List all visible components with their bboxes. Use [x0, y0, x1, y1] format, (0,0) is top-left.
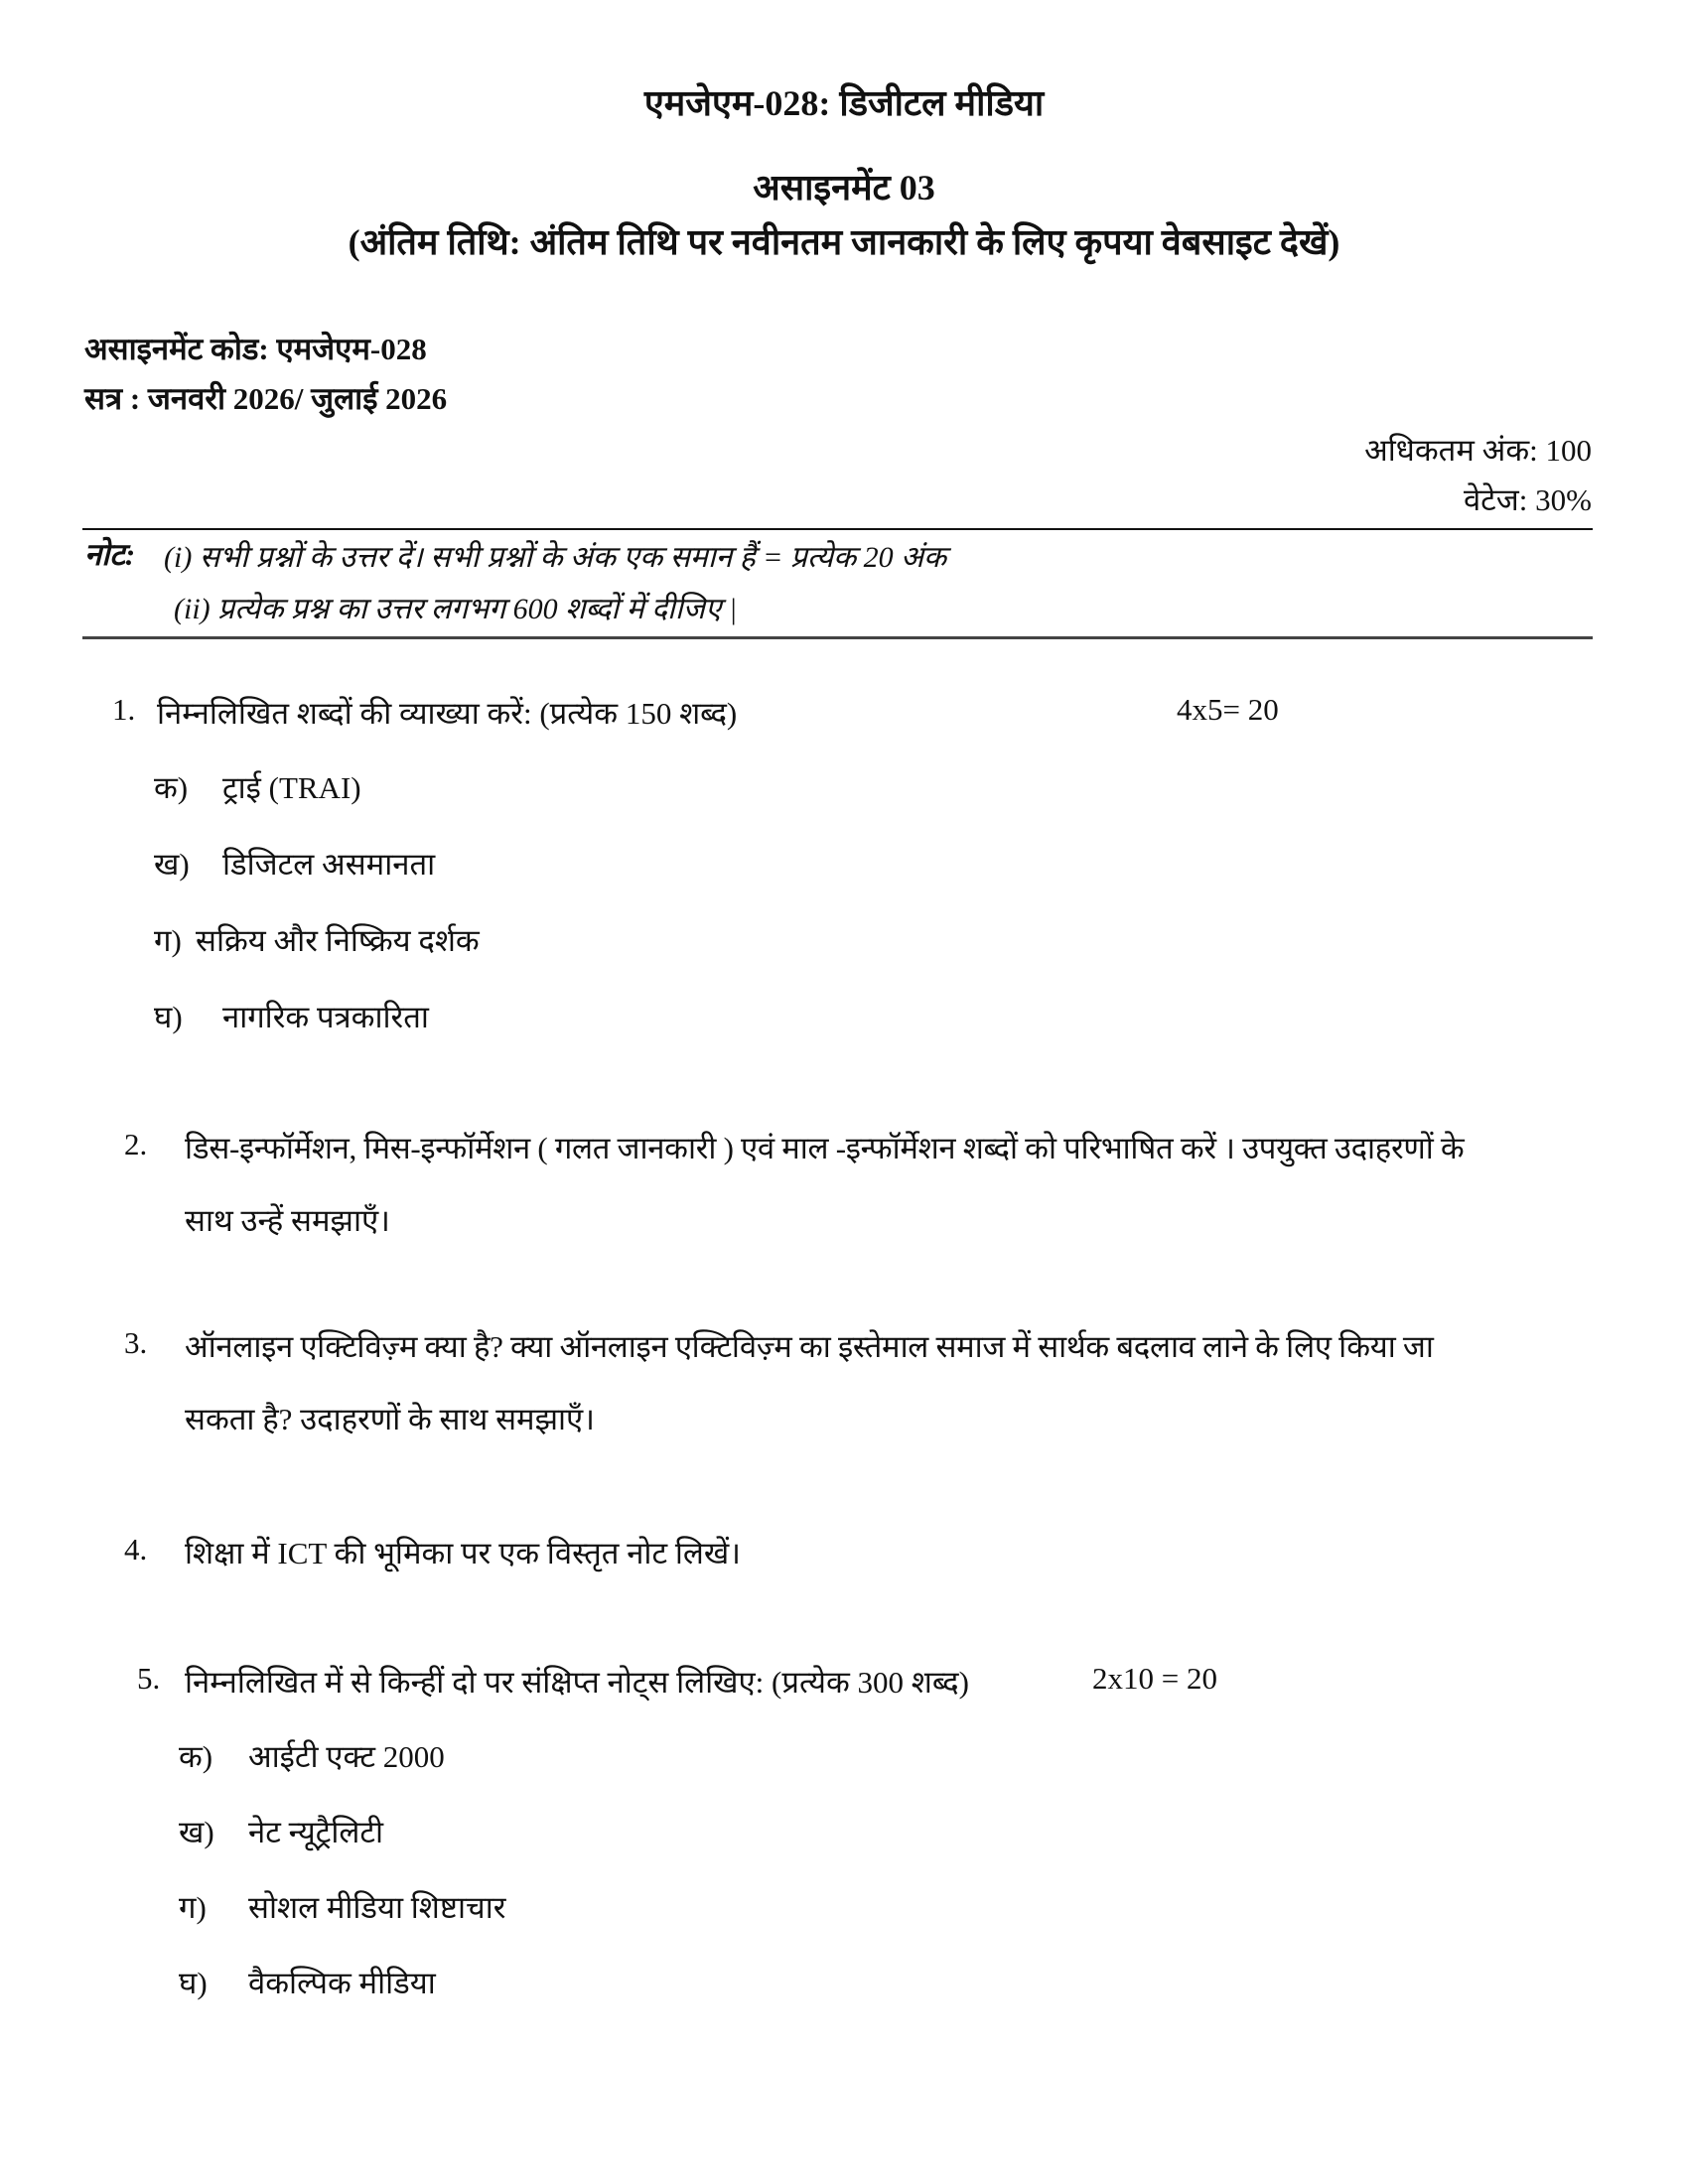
subitem-label: क)	[154, 770, 189, 805]
subitem-label: ग)	[154, 923, 182, 958]
subitem-text: सोशल मीडिया शिष्टाचार	[248, 1890, 506, 1925]
subitem-label: ख)	[154, 847, 190, 882]
question-text: निम्नलिखित शब्दों की व्याख्या करें: (प्रत्येक 150 शब्द)	[157, 696, 738, 731]
question-number: 5.	[137, 1661, 161, 1696]
question-marks: 2x10 = 20	[1092, 1661, 1217, 1696]
subitem-text: सक्रिय और निष्क्रिय दर्शक	[196, 923, 480, 958]
subitem-label: घ)	[179, 1966, 208, 2000]
subitem-text: नागरिक पत्रकारिता	[222, 1000, 429, 1034]
subitem-text: वैकल्पिक मीडिया	[248, 1966, 436, 2000]
question-marks: 4x5= 20	[1177, 692, 1279, 727]
subitem-text: डिजिटल असमानता	[222, 847, 436, 882]
question-number: 4.	[124, 1532, 148, 1567]
subitem-label: ग)	[179, 1890, 207, 1925]
assignment-code: असाइनमेंट कोड: एमजेएम-028	[84, 332, 427, 366]
subitem-label: घ)	[154, 1000, 183, 1034]
note-line-1: (i) सभी प्रश्नों के उत्तर दें। सभी प्रश्नों के अंक एक समान हैं = प्रत्येक 20 अंक	[164, 541, 947, 574]
question-text-line-2: साथ उन्हें समझाएँ।	[185, 1203, 390, 1238]
divider-bottom	[82, 636, 1593, 639]
session: सत्र : जनवरी 2026/ जुलाई 2026	[84, 381, 448, 416]
subitem-label: ख)	[179, 1815, 214, 1849]
weightage: वेटेज: 30%	[1463, 482, 1592, 517]
subitem-text: ट्राई (TRAI)	[222, 770, 361, 805]
note-line-2: (ii) प्रत्येक प्रश्न का उत्तर लगभग 600 शब्दों में दीजिए |	[174, 593, 738, 625]
due-date-note: (अंतिम तिथि: अंतिम तिथि पर नवीनतम जानकारी के लिए कृपया वेबसाइट देखें)	[348, 222, 1340, 262]
assignment-title: असाइनमेंट 03	[753, 168, 935, 207]
max-marks: अधिकतम अंक: 100	[1364, 433, 1592, 468]
question-number: 2.	[124, 1127, 148, 1161]
subitem-text: आईटी एक्ट 2000	[248, 1739, 445, 1774]
question-text-line-1: डिस-इन्फॉर्मेशन, मिस-इन्फॉर्मेशन ( गलत जानकारी ) एवं माल -इन्फॉर्मेशन शब्दों को परिभाषित करें । उपयुक्त उदाहरणों के	[185, 1131, 1465, 1165]
subitem-label: क)	[179, 1739, 213, 1774]
divider-top	[82, 528, 1593, 530]
course-title: एमजेएम-028: डिजीटल मीडिया	[643, 83, 1045, 123]
question-text: निम्नलिखित में से किन्हीं दो पर संक्षिप्त नोट्स लिखिए: (प्रत्येक 300 शब्द)	[185, 1665, 969, 1700]
question-text-line-1: ऑनलाइन एक्टिविज़्म क्या है? क्या ऑनलाइन एक्टिविज़्म का इस्तेमाल समाज में सार्थक बदलाव लाने के लिए किया जा	[185, 1329, 1434, 1364]
question-text: शिक्षा में ICT की भूमिका पर एक विस्तृत नोट लिखें।	[185, 1536, 741, 1570]
subitem-text: नेट न्यूट्रैलिटी	[248, 1815, 384, 1849]
question-number: 3.	[124, 1325, 148, 1360]
question-text-line-2: सकता है? उदाहरणों के साथ समझाएँ।	[185, 1402, 595, 1436]
question-number: 1.	[112, 692, 136, 727]
note-label: नोट:	[84, 537, 136, 572]
